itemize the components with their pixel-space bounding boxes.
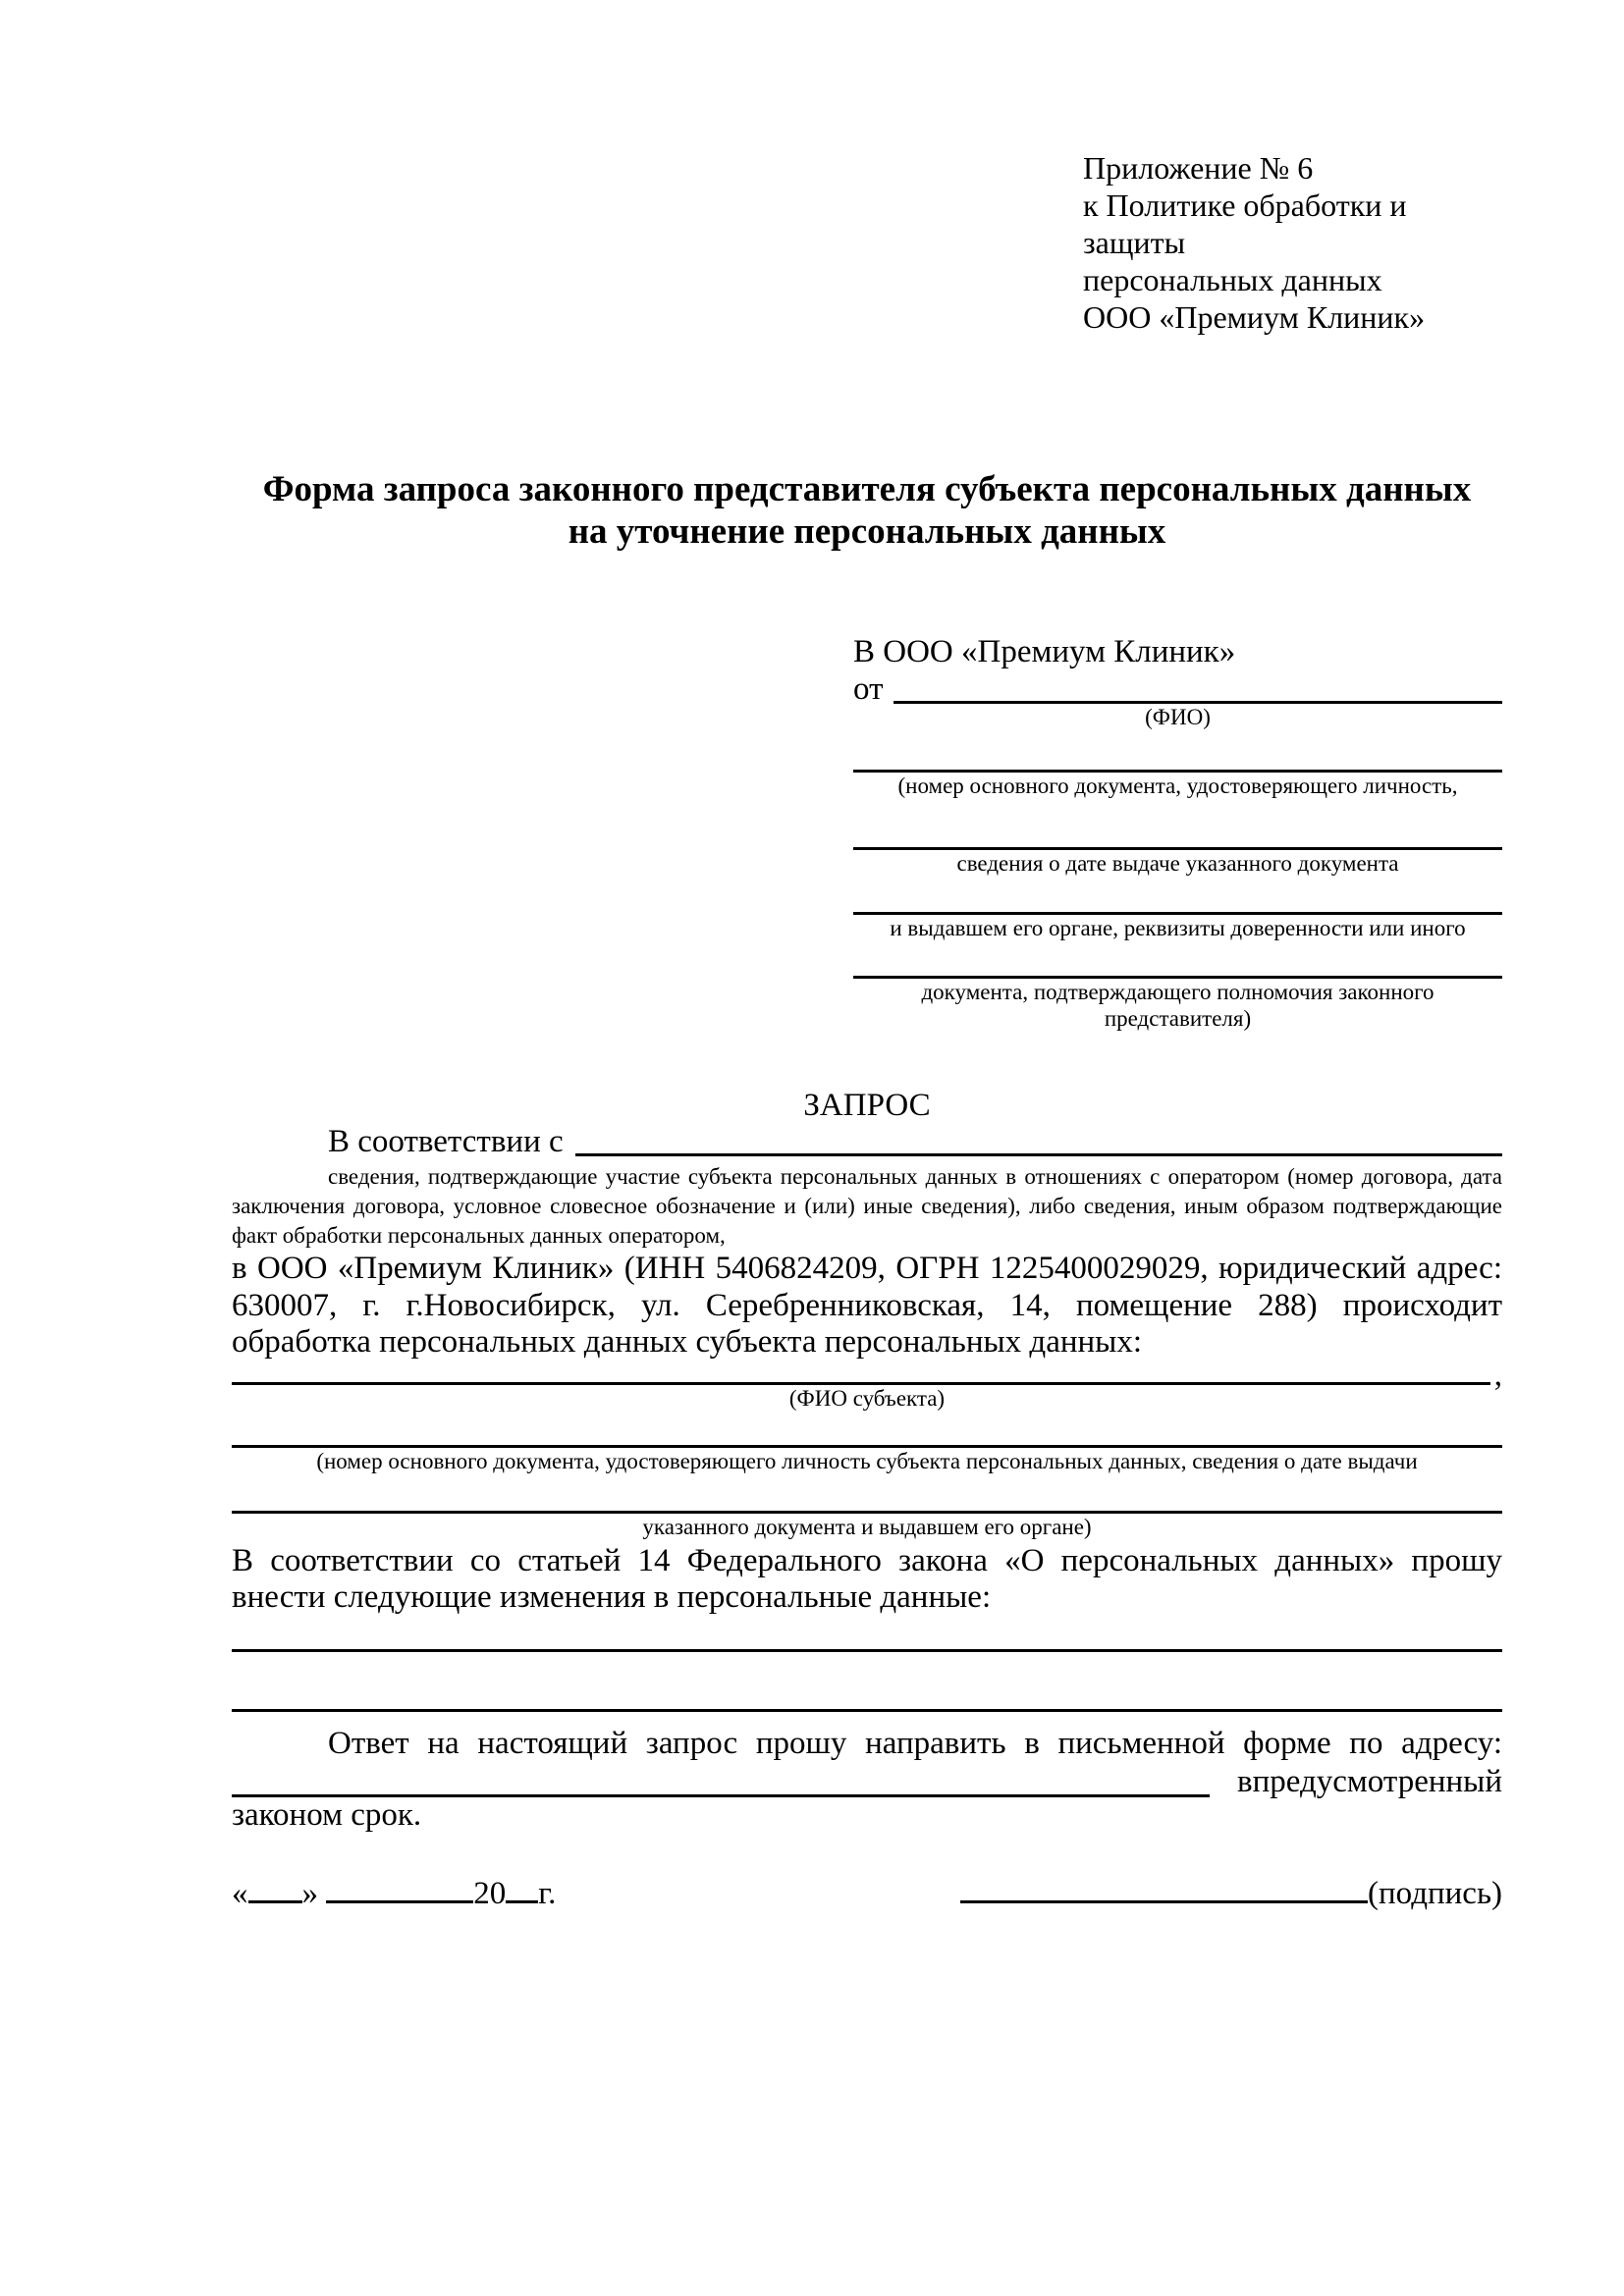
authority-document-caption: документа, подтверждающего полномочия законного представителя)	[921, 980, 1435, 1031]
document-number-caption: (номер основного документа, удостоверяющего личность,	[897, 774, 1458, 798]
signature-group	[960, 1874, 1502, 1913]
annex-line: ООО «Премиум Клиник»	[1083, 299, 1426, 335]
issue-date-underline	[853, 799, 1502, 850]
changes-underline-1	[232, 1617, 1502, 1652]
reply-line1: Ответ на настоящий запрос прошу направить в письменной форме по адресу:	[328, 1725, 1502, 1761]
basis-underline	[575, 1153, 1502, 1156]
intro-label: В соответствии с	[328, 1124, 564, 1159]
subject-fio-caption: (ФИО субъекта)	[788, 1385, 946, 1411]
reply-address-row	[232, 1762, 1502, 1797]
date-year-underline	[506, 1900, 538, 1903]
law-paragraph: В соответствии со статьей 14 Федерального закона «О персональных данных» прошу внести следующие изменения в персональные данные:	[232, 1542, 1502, 1615]
date-quote-close: »	[301, 1875, 318, 1911]
subject-comma: ,	[1493, 1357, 1502, 1393]
from-label: от	[853, 671, 884, 707]
form-title	[232, 468, 1502, 553]
reply-line3: законом срок.	[232, 1797, 422, 1833]
date-quote-open: «	[232, 1875, 248, 1911]
addressee-org: В ООО «Премиум Клиник»	[853, 634, 1236, 669]
fio-caption: (ФИО)	[1145, 705, 1211, 729]
subject-document-caption: (номер основного документа, удостоверяющего личность субъекта персональных данных, сведения о дате выдачи	[316, 1448, 1418, 1473]
subject-fio-row	[232, 1357, 1502, 1393]
changes-underline-2	[232, 1652, 1502, 1712]
signature-caption: (подпись)	[1368, 1875, 1502, 1911]
authority-document-underline	[853, 941, 1502, 979]
addressee-block	[853, 633, 1502, 1032]
issue-date-caption: сведения о дате выдаче указанного документа	[956, 851, 1399, 876]
document-number-underline	[853, 730, 1502, 773]
form-title-line2: на уточнение персональных данных	[568, 511, 1166, 552]
reply-word-v: в	[1237, 1764, 1253, 1799]
issuing-authority-underline	[853, 877, 1502, 915]
annex-line: к Политике обработки и защиты	[1083, 187, 1407, 260]
reply-word-term: предусмотренный	[1252, 1764, 1502, 1799]
intro-row	[232, 1124, 1502, 1159]
signature-underline	[960, 1900, 1368, 1903]
annex-line: персональных данных	[1083, 262, 1382, 297]
request-heading: ЗАПРОС	[803, 1088, 931, 1123]
issuing-authority-caption: и выдавшем его органе, реквизиты доверенности или иного	[890, 916, 1466, 940]
annex-block	[1083, 149, 1502, 336]
from-row	[853, 670, 1502, 707]
footer-row	[232, 1874, 1502, 1913]
form-title-line1: Форма запроса законного представителя субъекта персональных данных	[262, 469, 1472, 509]
date-day-underline	[248, 1900, 302, 1903]
date-month-underline	[326, 1900, 473, 1903]
subject-document-underline	[232, 1412, 1502, 1448]
subject-authority-underline	[232, 1474, 1502, 1514]
intro-footnote: сведения, подтверждающие участие субъекта персональных данных в отношениях с оператором (номер договора, дата заключения договора, условное словесное обозначение и (или) иные сведения), либо сведения, иным образом подтверждающие факт обработки персональных данных оператором,	[232, 1164, 1502, 1248]
operator-paragraph: в ООО «Премиум Клиник» (ИНН 5406824209, ОГРН 1225400029029, юридический адрес: 630007, г. г.Новосибирск, ул. Серебренниковская, 14, помещение 288) происходит обработка персональных данных субъекта персональных данных:	[232, 1251, 1502, 1360]
date-year-suffix: г.	[538, 1875, 557, 1911]
date-group	[232, 1874, 556, 1913]
subject-authority-caption: указанного документа и выдавшем его органе)	[642, 1514, 1092, 1539]
annex-line: Приложение № 6	[1083, 150, 1314, 186]
date-year-prefix: 20	[473, 1875, 507, 1911]
